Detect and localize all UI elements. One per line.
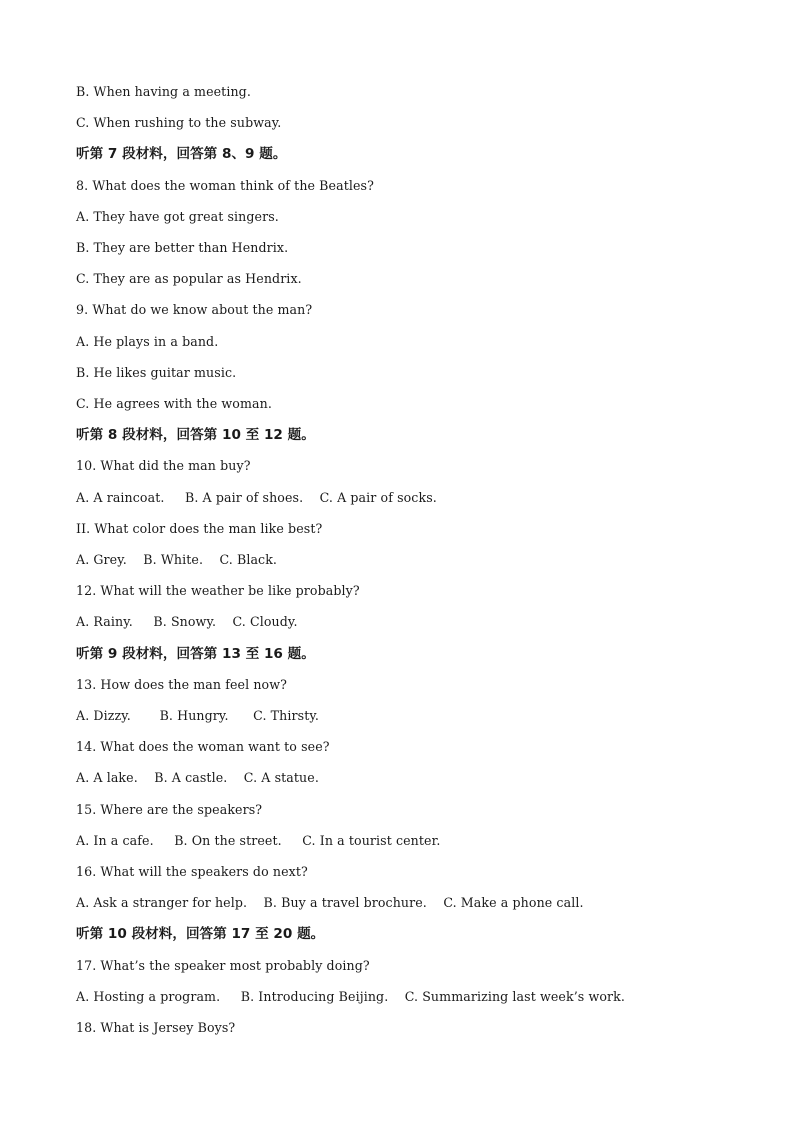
text-line: 16. What will the speakers do next? (76, 864, 308, 879)
section-heading: 听第 10 段材料，回答第 17 至 20 题。 (76, 926, 325, 943)
text-line: II. What color does the man like best? (76, 520, 323, 536)
text-line: 15. Where are the speakers? (76, 801, 263, 817)
text-line: A. Hosting a program. B. Introducing Beijing. C. Summarizing last week’s work. (76, 988, 625, 1004)
text-line: C. They are as popular as Hendrix. (76, 271, 302, 287)
text-line: 14. What does the woman want to see? (76, 739, 330, 755)
text-line: B. He likes guitar music. (76, 364, 237, 380)
section-heading: 听第 7 段材料，回答第 8、9 题。 (76, 146, 287, 163)
section-heading: 听第 8 段材料，回答第 10 至 12 题。 (76, 427, 315, 444)
text-line: B. They are better than Hendrix. (76, 240, 289, 255)
text-line: A. Ask a stranger for help. B. Buy a travel brochure. C. Make a phone call. (76, 895, 584, 911)
text-line: A. In a cafe. B. On the street. C. In a tourist center. (76, 832, 441, 848)
text-line: 13. How does the man feel now? (76, 676, 287, 692)
text-line: 9. What do we know about the man? (76, 302, 313, 318)
text-line: A. Dizzy. B. Hungry. C. Thirsty. (76, 708, 319, 723)
text-line: 12. What will the weather be like probably? (76, 583, 360, 599)
text-line: A. A raincoat. B. A pair of shoes. C. A pair of socks. (76, 489, 437, 505)
text-line: 10. What did the man buy? (76, 458, 251, 474)
text-line: A. They have got great singers. (76, 208, 279, 224)
text-line: 18. What is Jersey Boys? (76, 1020, 236, 1035)
section-heading: 听第 9 段材料，回答第 13 至 16 题。 (76, 645, 315, 662)
text-line: A. A lake. B. A castle. C. A statue. (76, 770, 319, 786)
text-line: B. When having a meeting. (76, 84, 251, 99)
text-line: 17. What’s the speaker most probably doing? (76, 957, 370, 973)
text-line: C. He agrees with the woman. (76, 396, 272, 411)
text-line: A. Rainy. B. Snowy. C. Cloudy. (76, 614, 298, 630)
text-line: A. He plays in a band. (76, 333, 219, 349)
text-line: C. When rushing to the subway. (76, 115, 282, 131)
text-line: A. Grey. B. White. C. Black. (76, 552, 278, 567)
text-line: 8. What does the woman think of the Beatles? (76, 177, 374, 193)
